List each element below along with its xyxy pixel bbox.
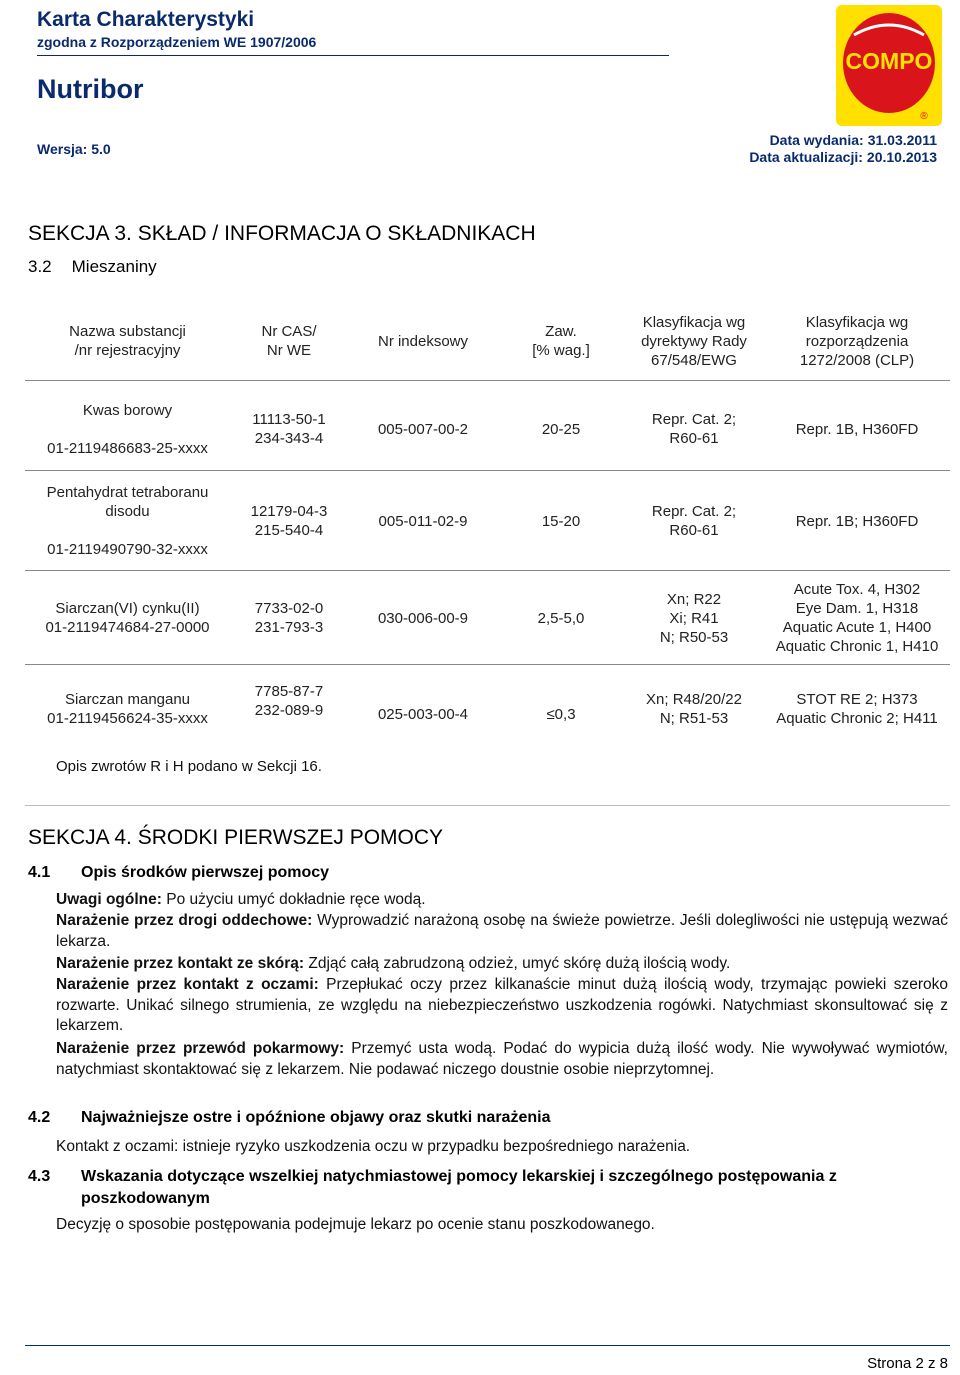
cell-cas: 12179-04-3 215-540-4 [250, 503, 328, 539]
col-header-concentration: Zaw. [% wag.] [532, 323, 590, 359]
table-row [25, 578, 950, 658]
cell-clp: STOT RE 2; H373 Aquatic Chronic 2; H411 [776, 691, 938, 727]
cell-cas: 11113-50-1 234-343-4 [252, 411, 326, 447]
table-divider [25, 380, 950, 381]
cell-cas: 7785-87-7 232-089-9 [254, 683, 324, 719]
cell-concentration: 20-25 [541, 420, 581, 438]
logo-text: COMPO [845, 48, 933, 74]
first-aid-inhalation: Narażenie przez drogi oddechowe: Wyprowadzić narażoną osobę na świeże powietrze. Jeśli dolegliwości nie ustępują wezwać lekarza. [56, 912, 949, 950]
subsection-title: Najważniejsze ostre i opóźnione objawy oraz skutki narażenia [81, 1109, 551, 1126]
cell-dsd: Repr. Cat. 2; R60-61 [651, 411, 737, 447]
issue-date: 31.03.2011 [867, 132, 937, 148]
compo-logo [836, 5, 942, 126]
subsection-4-3-heading [28, 1166, 948, 1210]
cell-substance: Siarczan(VI) cynku(II) 01-2119474684-27-0000 [45, 600, 210, 636]
issue-date-label: Data wydania: [769, 132, 864, 148]
subsection-3-2 [28, 257, 157, 277]
subsection-number: 4.2 [28, 1109, 51, 1126]
subsection-number: 3.2 [28, 257, 52, 276]
subsection-4-1-heading [28, 864, 329, 882]
update-date-label: Data aktualizacji: [749, 149, 863, 165]
subsection-title: Mieszaniny [71, 257, 157, 276]
cell-substance: Siarczan manganu 01-2119456624-35-xxxx [47, 691, 208, 727]
table-row [25, 396, 950, 462]
subsection-4-2-heading [28, 1109, 550, 1127]
first-aid-ingestion: Narażenie przez przewód pokarmowy: Przemyć usta wodą. Podać do wypicia dużą ilość wody. Nie wywoływać wymiotów, natychmiast skontaktować się z lekarzem. Nie podawać niczego doustnie osobie nieprzytomnej. [56, 1040, 948, 1078]
col-header-cas: Nr CAS/ Nr WE [261, 323, 317, 359]
col-header-dsd: Klasyfikacja wg dyrektywy Rady 67/548/EWG [641, 313, 747, 369]
logo-registered-mark: ® [920, 111, 928, 122]
cell-dsd: Repr. Cat. 2; R60-61 [651, 503, 737, 539]
table-divider [25, 570, 950, 571]
cell-dsd: Xn; R22 Xi; R41 N; R50-53 [659, 590, 729, 646]
col-header-clp: Klasyfikacja wg rozporządzenia 1272/2008 (CLP) [799, 313, 915, 369]
header-divider [37, 55, 669, 56]
first-aid-general: Uwagi ogólne: Po użyciu umyć dokładnie ręce wodą. [56, 891, 426, 908]
first-aid-eyes: Narażenie przez kontakt z oczami: Przepłukać oczy przez kilkanaście minut dużą ilością wody, trzymając powieki szeroko rozwarte. Unikać silnego strumienia, ze względu na niebezpieczeństwo uszkodzenia rogówki. Natychmiast skonsultować się z lekarzem. [56, 976, 948, 1034]
cell-dsd: Xn; R48/20/22 N; R51-53 [646, 691, 742, 727]
cell-cas: 7733-02-0 231-793-3 [254, 600, 324, 636]
cell-concentration: ≤0,3 [546, 705, 576, 723]
dates-block [700, 132, 937, 166]
cell-substance: Pentahydrat tetraboranu disodu 01-2119490790-32-xxxx [46, 484, 209, 558]
col-header-substance: Nazwa substancji /nr rejestracyjny [69, 323, 186, 359]
version-label: Wersja: 5.0 [37, 141, 111, 157]
update-date: 20.10.2013 [866, 149, 937, 165]
section-separator [25, 805, 950, 806]
table-divider [25, 470, 950, 471]
cell-concentration: 2,5-5,0 [537, 609, 585, 627]
table-row [25, 678, 950, 740]
subsection-title: Opis środków pierwszej pomocy [81, 864, 330, 881]
footer-divider [25, 1345, 950, 1346]
document-title: Karta Charakterystyki [37, 8, 255, 31]
cell-clp: Repr. 1B, H360FD [795, 420, 919, 438]
subsection-title: Wskazania dotyczące wszelkiej natychmiastowej pomocy lekarskiej i szczególnego postępowania z poszkodowanym [81, 1168, 837, 1207]
cell-index: 005-007-00-2 [377, 420, 469, 438]
col-header-index: Nr indeksowy [377, 332, 469, 350]
symptoms-text: Kontakt z oczami: istnieje ryzyko uszkodzenia oczu w przypadku bezpośredniego narażenia. [56, 1138, 691, 1155]
product-name: Nutribor [37, 74, 144, 104]
table-row [25, 478, 950, 564]
subsection-number: 4.1 [28, 864, 51, 881]
medical-attention-text: Decyzję o sposobie postępowania podejmuje lekarz po ocenie stanu poszkodowanego. [56, 1216, 655, 1233]
cell-clp: Repr. 1B; H360FD [795, 512, 919, 530]
section-3-title: SEKCJA 3. SKŁAD / INFORMACJA O SKŁADNIKACH [28, 222, 536, 245]
cell-concentration: 15-20 [541, 512, 581, 530]
cell-index: 025-003-00-4 [377, 705, 469, 723]
table-divider [25, 664, 950, 665]
cell-index: 005-011-02-9 [378, 512, 468, 530]
cell-substance: Kwas borowy 01-2119486683-25-xxxx [47, 401, 208, 457]
cell-index: 030-006-00-9 [377, 609, 469, 627]
table-header-row [25, 310, 950, 372]
regulation-subtitle: zgodna z Rozporządzeniem WE 1907/2006 [37, 34, 317, 50]
section-4-title: SEKCJA 4. ŚRODKI PIERWSZEJ POMOCY [28, 826, 444, 849]
cell-clp: Acute Tox. 4, H302 Eye Dam. 1, H318 Aquatic Acute 1, H400 Aquatic Chronic 1, H410 [775, 581, 939, 655]
table-footnote: Opis zwrotów R i H podano w Sekcji 16. [56, 758, 322, 775]
first-aid-skin: Narażenie przez kontakt ze skórą: Zdjąć całą zabrudzoną odzież, umyć skórę dużą ilością wody. [56, 955, 731, 972]
page-number: Strona 2 z 8 [867, 1355, 948, 1372]
subsection-number: 4.3 [28, 1168, 51, 1185]
